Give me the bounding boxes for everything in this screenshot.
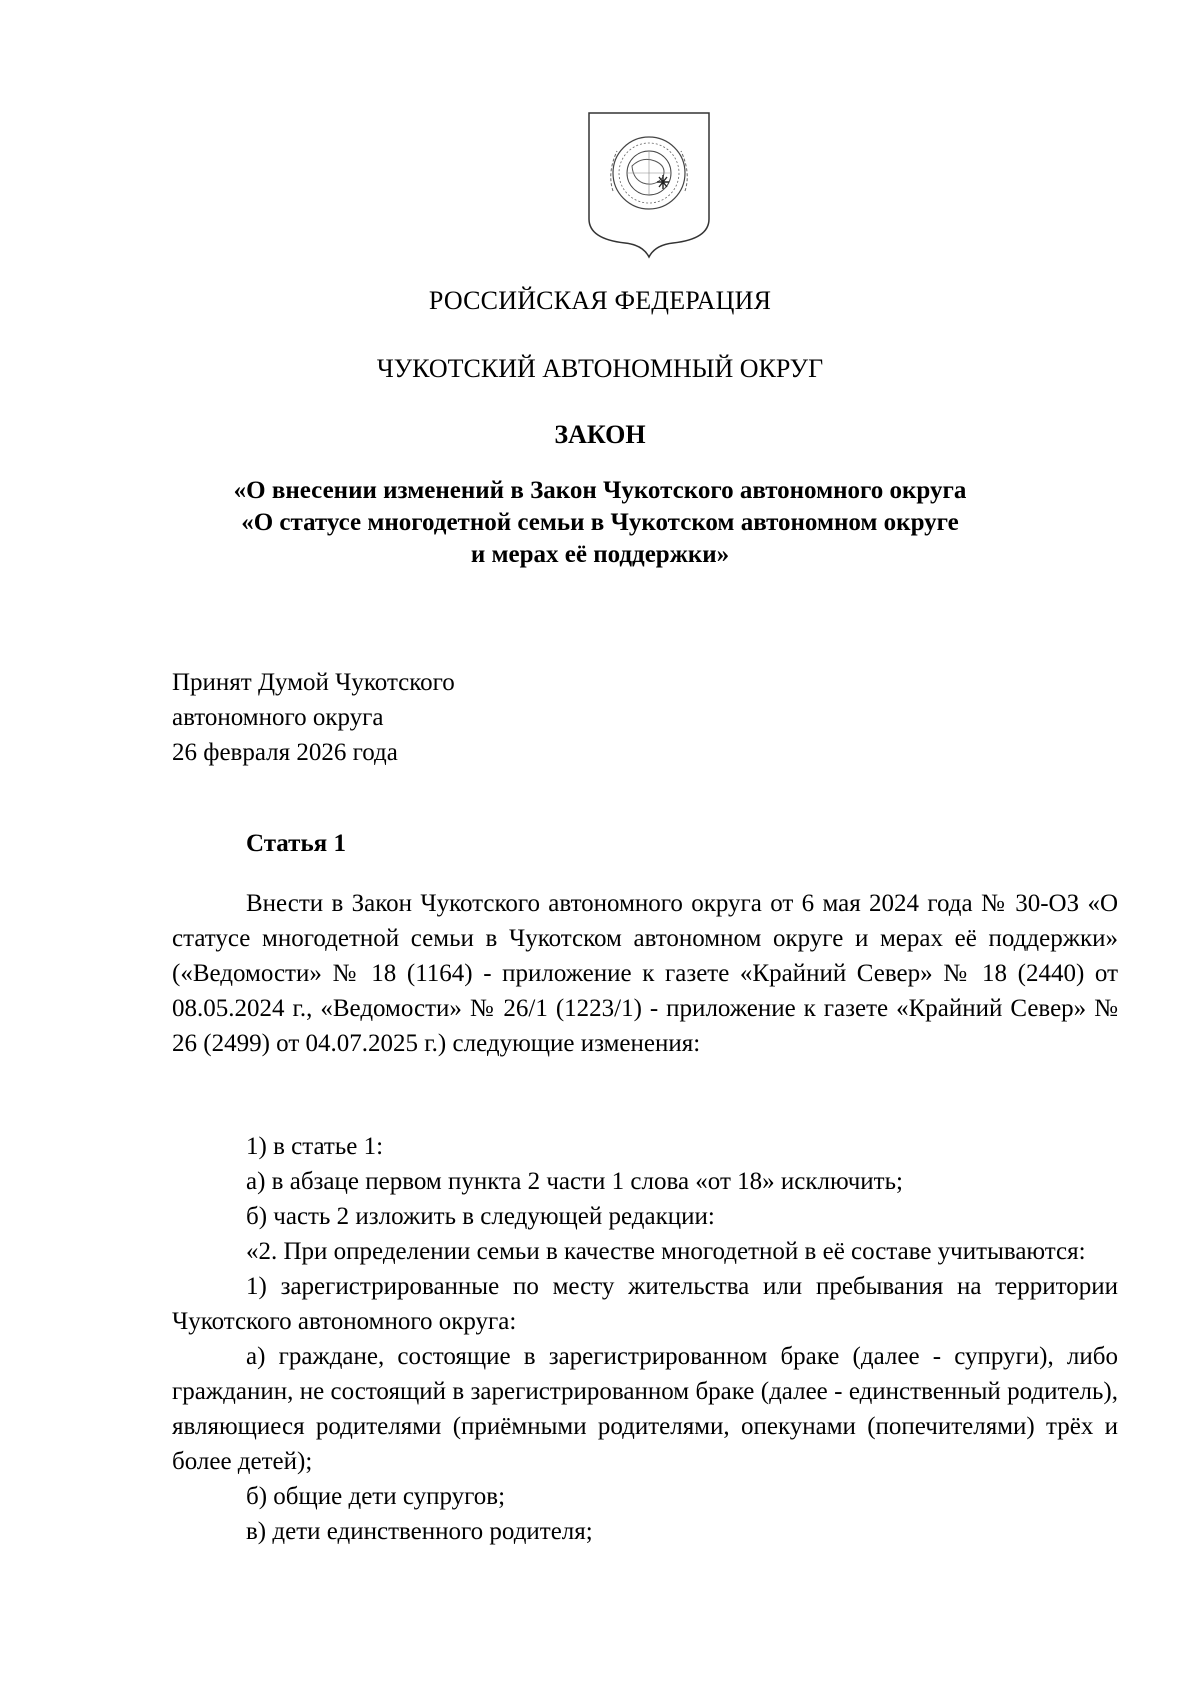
- acceptance-line: автономного округа: [172, 704, 384, 731]
- amendment-item: в) дети единственного родителя;: [246, 1518, 593, 1545]
- coat-of-arms-emblem: [587, 111, 711, 261]
- law-title: [0, 475, 1200, 571]
- amendments-list: [172, 1129, 1118, 1549]
- article-body: [172, 886, 1118, 1061]
- article-intro-paragraph: Внести в Закон Чукотского автономного округа от 6 мая 2024 года № 30-ОЗ «О статусе многодетной семьи в Чукотском автономном округе и мерах её поддержки» («Ведомости» № 18 (1164) - приложение к газете «Крайний Север» № 18 (2440) от 08.05.2024 г., «Ведомости» № 26/1 (1223/1) - приложение к газете «Крайний Север» № 26 (2499) от 04.07.2025 г.) следующие изменения:: [172, 890, 1118, 1057]
- acceptance-line: Принят Думой Чукотского: [172, 669, 455, 696]
- amendment-item: б) общие дети супругов;: [246, 1483, 506, 1510]
- acceptance-note: [172, 665, 455, 770]
- acceptance-line: 26 февраля 2026 года: [172, 739, 398, 766]
- law-title-line: «О внесении изменений в Закон Чукотского автономного округа: [233, 477, 967, 504]
- amendment-item: б) часть 2 изложить в следующей редакции:: [246, 1203, 715, 1230]
- article-heading: Статья 1: [246, 830, 346, 857]
- region-heading: ЧУКОТСКИЙ АВТОНОМНЫЙ ОКРУГ: [376, 354, 824, 383]
- amendment-item: 1) зарегистрированные по месту жительства или пребывания на территории Чукотского автономного округа:: [172, 1273, 1118, 1335]
- amendment-item: «2. При определении семьи в качестве многодетной в её составе учитываются:: [246, 1238, 1086, 1265]
- document-type-heading: ЗАКОН: [554, 420, 646, 449]
- country-heading: РОССИЙСКАЯ ФЕДЕРАЦИЯ: [428, 286, 772, 315]
- amendment-item: 1) в статье 1:: [246, 1133, 384, 1160]
- amendment-item: а) в абзаце первом пункта 2 части 1 слова «от 18» исключить;: [246, 1168, 903, 1195]
- amendment-item: а) граждане, состоящие в зарегистрированном браке (далее - супруги), либо гражданин, не состоящий в зарегистрированном браке (далее - единственный родитель), являющиеся родителями (приёмными родителями, опекунами (попечителями) трёх и более детей);: [172, 1343, 1118, 1475]
- law-title-line: и мерах её поддержки»: [470, 541, 730, 568]
- law-title-line: «О статусе многодетной семьи в Чукотском автономном округе: [241, 509, 959, 536]
